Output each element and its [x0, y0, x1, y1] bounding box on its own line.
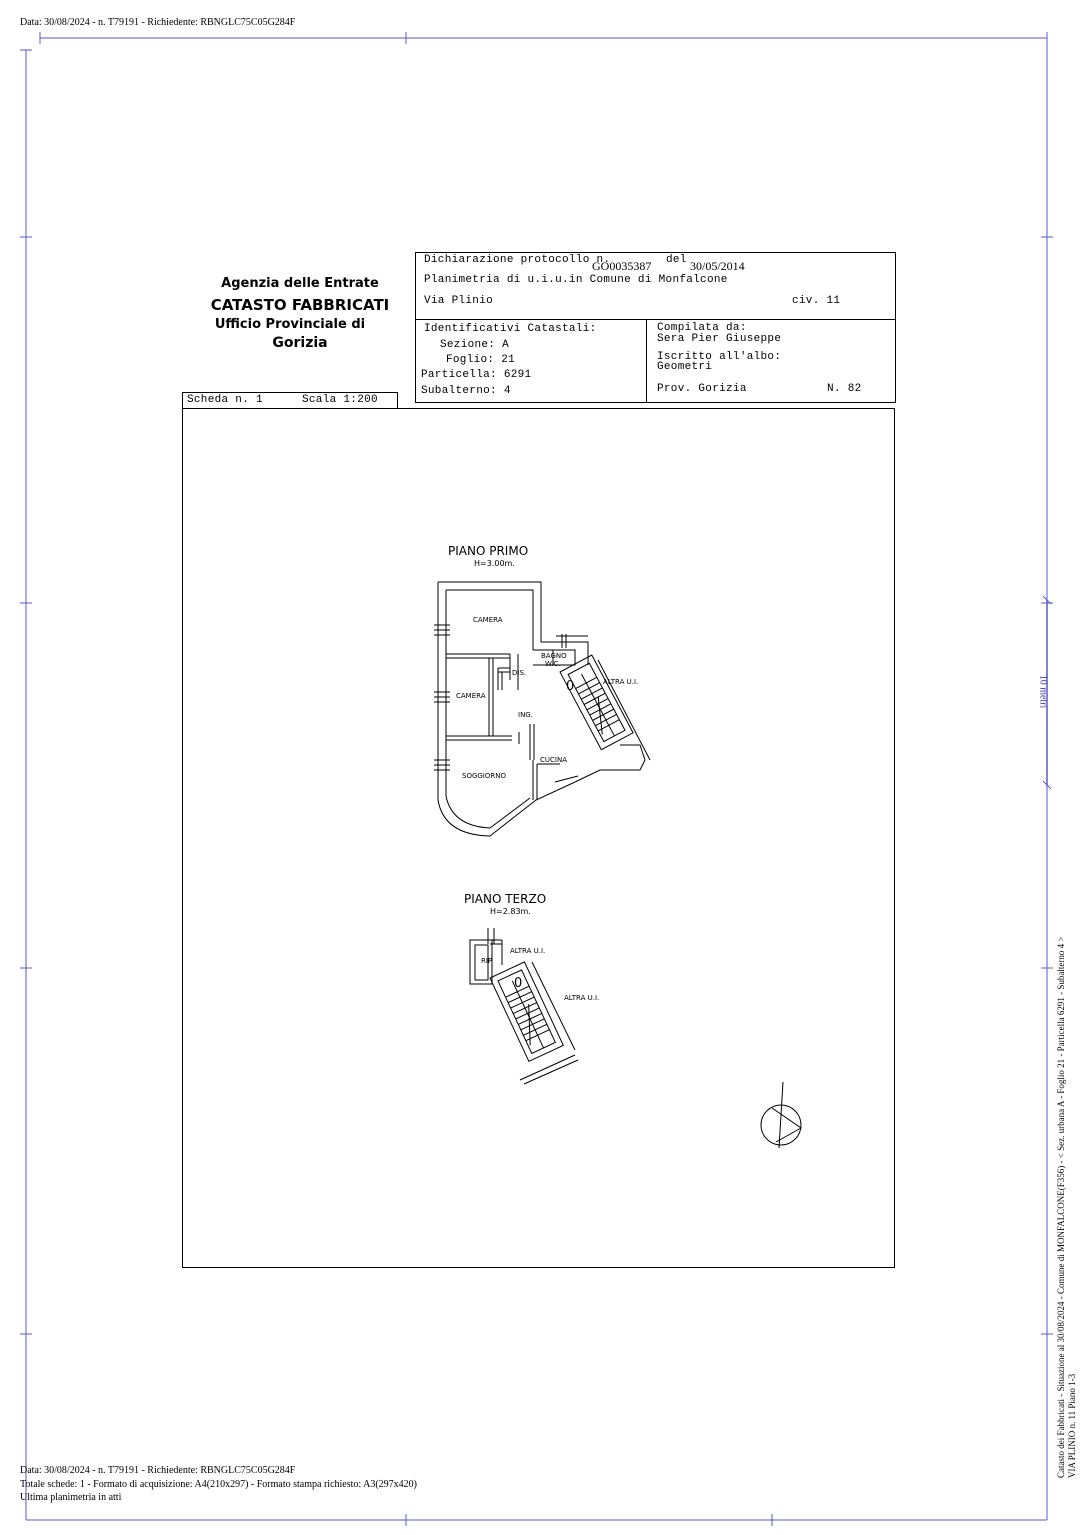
albo-label: Iscritto all'albo:	[657, 351, 782, 363]
room-label: CAMERA	[456, 692, 486, 700]
stair-mark: 0	[566, 679, 575, 694]
identifiers-title: Identificativi Catastali:	[424, 323, 597, 335]
header-line: Data: 30/08/2024 - n. T79191 - Richiedente: RBNGLC75C05G284F	[20, 17, 296, 28]
compiler-label: Compilata da:	[657, 322, 747, 334]
footer-line3: Ultima planimetria in atti	[20, 1492, 122, 1503]
room-label: W.C.	[545, 660, 561, 668]
agency-office: Ufficio Provinciale di	[214, 317, 366, 332]
albo: Geometri	[657, 361, 713, 373]
declaration-date: 30/05/2014	[690, 259, 745, 273]
scala: Scala 1:200	[302, 394, 378, 406]
room-label: CUCINA	[540, 756, 567, 764]
piano-primo-height: H=3.00m.	[474, 559, 515, 568]
province: Prov. Gorizia	[657, 383, 747, 395]
plan-line: Planimetria di u.i.u.in Comune di Monfalcone	[424, 274, 728, 286]
compiler-name: Sera Pier Giuseppe	[657, 333, 782, 345]
side-text-line2: VIA PLINIO n. 11 Piano 1-3	[1067, 1373, 1077, 1478]
date-label: del	[666, 254, 687, 266]
footer-line2: Totale schede: 1 - Formato di acquisizione: A4(210x297) - Formato stampa richiesto: A3(297x420)	[20, 1479, 417, 1490]
room-label: RIP.	[481, 957, 494, 965]
albo-number: N. 82	[827, 383, 862, 395]
room-label: ALTRA U.I.	[510, 947, 546, 955]
civic-number: civ. 11	[792, 295, 841, 307]
street: Via Plinio	[424, 295, 494, 307]
piano-terzo-title: PIANO TERZO	[464, 892, 547, 906]
side-text-line1: Catasto dei Fabbricati - Situazione al 30/08/2024 - Comune di MONFALCONE(F356) - < Sez. urbana A - Foglio 21 - Particella 6291 - Subalterno 4 >	[1056, 936, 1066, 1478]
agency-city: Gorizia	[272, 335, 328, 351]
agency-department: CATASTO FABBRICATI	[210, 296, 390, 314]
room-label: SOGGIORNO	[462, 772, 506, 780]
protocol-label: Dichiarazione protocollo n.	[424, 254, 611, 266]
piano-primo-title: PIANO PRIMO	[448, 544, 529, 558]
foglio: Foglio: 21	[446, 354, 516, 366]
footer-line1: Data: 30/08/2024 - n. T79191 - Richiedente: RBNGLC75C05G284F	[20, 1465, 296, 1476]
room-label: DIS.	[512, 669, 527, 677]
room-label: ALTRA U.I.	[603, 678, 639, 686]
piano-terzo-height: H=2.83m.	[490, 907, 531, 916]
agency-name: Agenzia delle Entrate	[221, 276, 379, 291]
sezione: Sezione: A	[440, 339, 510, 351]
room-label: ALTRA U.I.	[564, 994, 600, 1002]
subalterno: Subalterno: 4	[421, 385, 511, 397]
scale-bar-label: 10 metri	[1037, 674, 1049, 709]
particella: Particella: 6291	[421, 369, 532, 381]
protocol-number: GO0035387	[592, 259, 652, 273]
room-label: ING.	[518, 711, 533, 719]
scheda: Scheda n. 1	[187, 394, 263, 406]
room-label: BAGNO	[541, 652, 567, 660]
stair-mark: 0	[514, 976, 523, 991]
room-label: CAMERA	[473, 616, 503, 624]
